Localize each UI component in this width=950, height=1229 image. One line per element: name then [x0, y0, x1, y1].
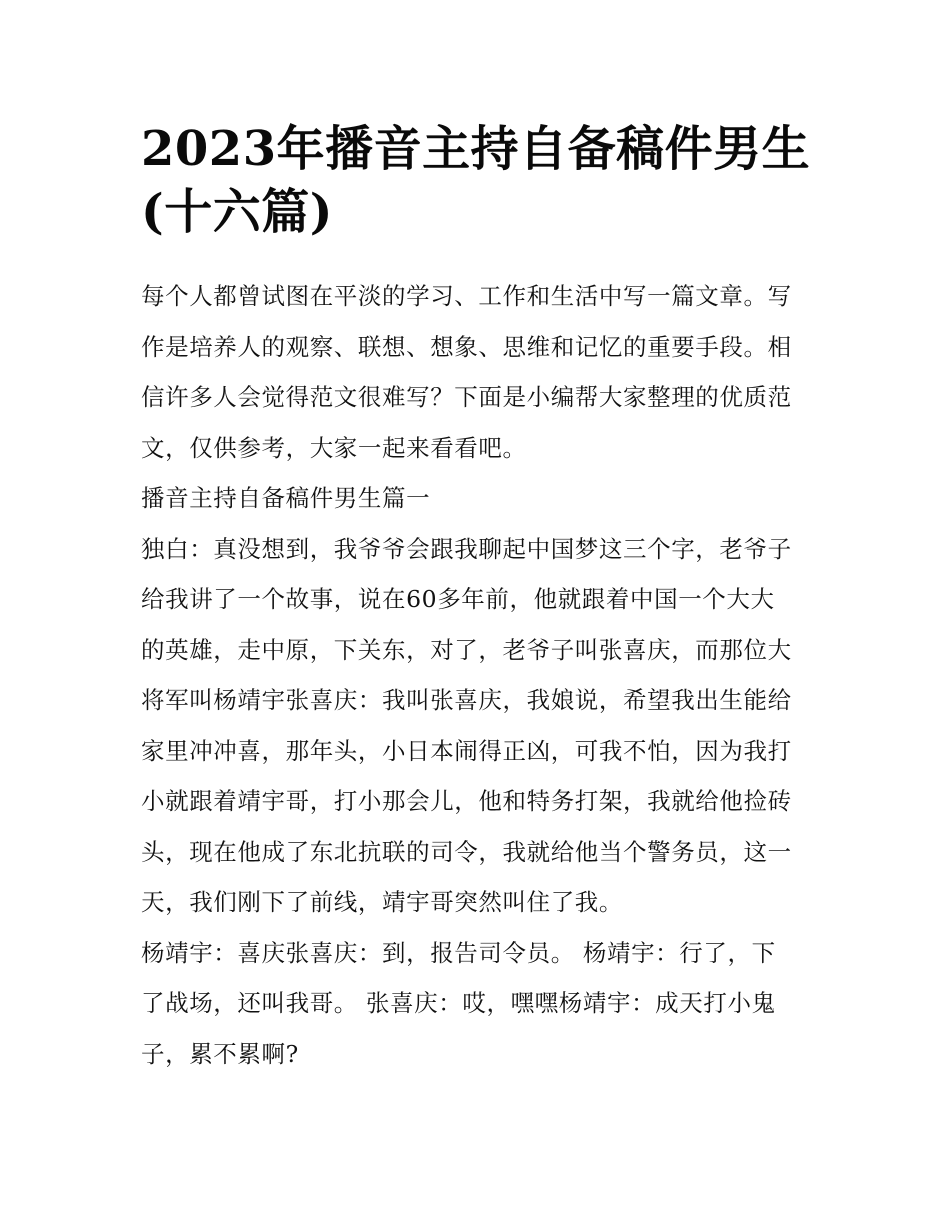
text-line: 将军叫杨靖宇张喜庆：我叫张喜庆，我娘说，希望我出生能给	[141, 686, 792, 714]
document-title	[141, 118, 813, 244]
text-line: 小就跟着靖宇哥，打小那会儿，他和特务打架，我就给他捡砖	[141, 787, 792, 815]
section-heading	[141, 473, 813, 524]
text-line: 的英雄，走中原，下关东，对了，老爷子叫张喜庆，而那位大	[141, 635, 792, 664]
text-line: 每个人都曾试图在平淡的学习、工作和生活中写一篇文章。写	[141, 282, 792, 310]
text-line: 作是培养人的观察、联想、想象、思维和记忆的重要手段。相	[141, 332, 792, 361]
text-line: 给我讲了一个故事，说在60多年前，他就跟着中国一个大大	[141, 585, 775, 613]
intro-paragraph	[141, 271, 813, 473]
text-line: 头，现在他成了东北抗联的司令，我就给他当个警务员，这一	[141, 837, 792, 866]
text-line: 了战场，还叫我哥。 张喜庆：哎，嘿嘿杨靖宇：成天打小鬼	[141, 989, 776, 1017]
dialogue-paragraph	[141, 928, 813, 1080]
text-line: 独白：真没想到，我爷爷会跟我聊起中国梦这三个字，老爷子	[141, 534, 792, 563]
text-line: 家里冲冲喜，那年头，小日本闹得正凶，可我不怕，因为我打	[141, 736, 792, 765]
text-line: 子，累不累啊?	[141, 1039, 299, 1068]
text-line: 播音主持自备稿件男生篇一	[141, 484, 431, 512]
text-line: 信许多人会觉得范文很难写？下面是小编帮大家整理的优质范	[141, 383, 792, 411]
monologue-paragraph	[141, 524, 813, 928]
text-line: 文，仅供参考，大家一起来看看吧。	[141, 433, 527, 462]
title-line: (十六篇)	[141, 184, 333, 240]
title-line: 2023年播音主持自备稿件男生	[141, 121, 811, 177]
document-content	[141, 118, 813, 1079]
document-body	[141, 271, 813, 1079]
text-line: 杨靖宇：喜庆张喜庆：到，报告司令员。 杨靖宇：行了，下	[141, 938, 776, 967]
text-line: 天，我们刚下了前线，靖宇哥突然叫住了我。	[141, 888, 623, 916]
